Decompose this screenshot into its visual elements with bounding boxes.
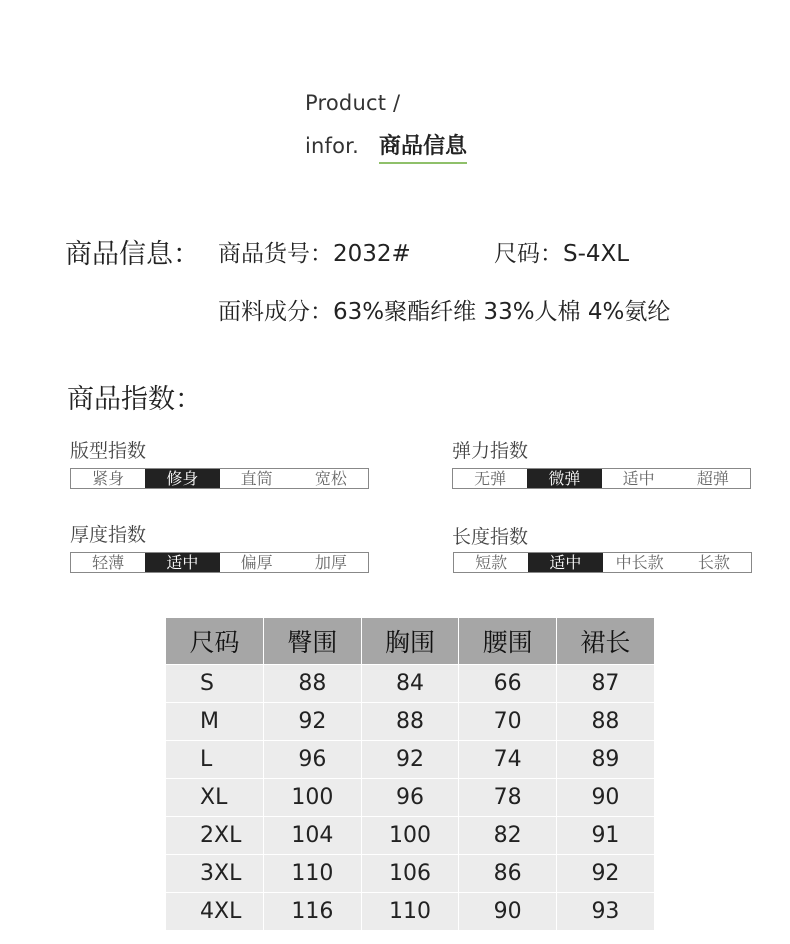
cell-waist: 74 [459,741,557,779]
cell-size: S [166,665,264,703]
elasticity-index-scale [452,468,751,489]
item-number: 商品货号：2032# [218,241,411,267]
header-size: 尺码 [166,618,264,665]
elasticity-option: 无弹 [474,469,507,488]
cell-size: M [166,703,264,741]
thickness-option: 轻薄 [92,553,125,572]
cell-bust: 88 [361,703,459,741]
cell-bust: 100 [361,817,459,855]
cell-size: XL [166,779,264,817]
thickness-option: 加厚 [314,553,347,572]
table-row [166,741,654,779]
fit-index-scale [70,468,369,489]
cell-length: 87 [556,665,654,703]
table-row [166,893,654,931]
fit-option: 宽松 [314,469,347,488]
cell-waist: 86 [459,855,557,893]
header-cn-title: 商品信息 [379,129,467,164]
cell-size: 2XL [166,817,264,855]
info-label: 商品信息： [65,239,200,270]
cell-size: 4XL [166,893,264,931]
cell-size: 3XL [166,855,264,893]
elasticity-option: 超弹 [696,469,729,488]
table-row [166,665,654,703]
length-option: 长款 [697,553,730,572]
fit-option: 紧身 [92,469,125,488]
cell-bust: 110 [361,893,459,931]
header-hip: 臀围 [264,618,362,665]
header-bust: 胸围 [361,618,459,665]
elasticity-option: 适中 [622,469,655,488]
cell-length: 92 [556,855,654,893]
cell-length: 93 [556,893,654,931]
cell-length: 88 [556,703,654,741]
elasticity-option: 微弹 [527,469,601,488]
thickness-index-scale [70,552,369,573]
size-table [166,618,654,930]
size-range: 尺码：S-4XL [494,241,630,267]
cell-waist: 66 [459,665,557,703]
thickness-index-title: 厚度指数 [70,524,147,546]
table-row [166,855,654,893]
size-table-header-row [166,618,654,665]
length-index-scale [453,552,752,573]
cell-hip: 104 [264,817,362,855]
index-section-title: 商品指数： [67,384,202,415]
length-index-title: 长度指数 [452,526,529,548]
cell-waist: 78 [459,779,557,817]
table-row [166,817,654,855]
header-en-line2: infor. [305,134,359,158]
fit-option: 修身 [145,469,219,488]
header-skirt-length: 裙长 [556,618,654,665]
cell-hip: 110 [264,855,362,893]
cell-hip: 116 [264,893,362,931]
cell-length: 89 [556,741,654,779]
fit-index-title: 版型指数 [70,440,147,462]
elasticity-index-title: 弹力指数 [452,440,529,462]
fabric-composition: 面料成分：63%聚酯纤维 33%人棉 4%氨纶 [218,299,671,325]
cell-bust: 106 [361,855,459,893]
cell-hip: 100 [264,779,362,817]
cell-bust: 96 [361,779,459,817]
cell-waist: 90 [459,893,557,931]
fit-option: 直筒 [240,469,273,488]
table-row [166,703,654,741]
table-row [166,779,654,817]
cell-length: 90 [556,779,654,817]
thickness-option: 适中 [145,553,219,572]
cell-hip: 88 [264,665,362,703]
cell-waist: 82 [459,817,557,855]
cell-length: 91 [556,817,654,855]
cell-hip: 92 [264,703,362,741]
length-option: 适中 [528,553,602,572]
length-option: 中长款 [615,553,664,572]
cell-hip: 96 [264,741,362,779]
length-option: 短款 [475,553,508,572]
cell-waist: 70 [459,703,557,741]
cell-bust: 84 [361,665,459,703]
cell-size: L [166,741,264,779]
cell-bust: 92 [361,741,459,779]
header-en-line1: Product / [305,91,401,115]
thickness-option: 偏厚 [240,553,273,572]
header-waist: 腰围 [459,618,557,665]
